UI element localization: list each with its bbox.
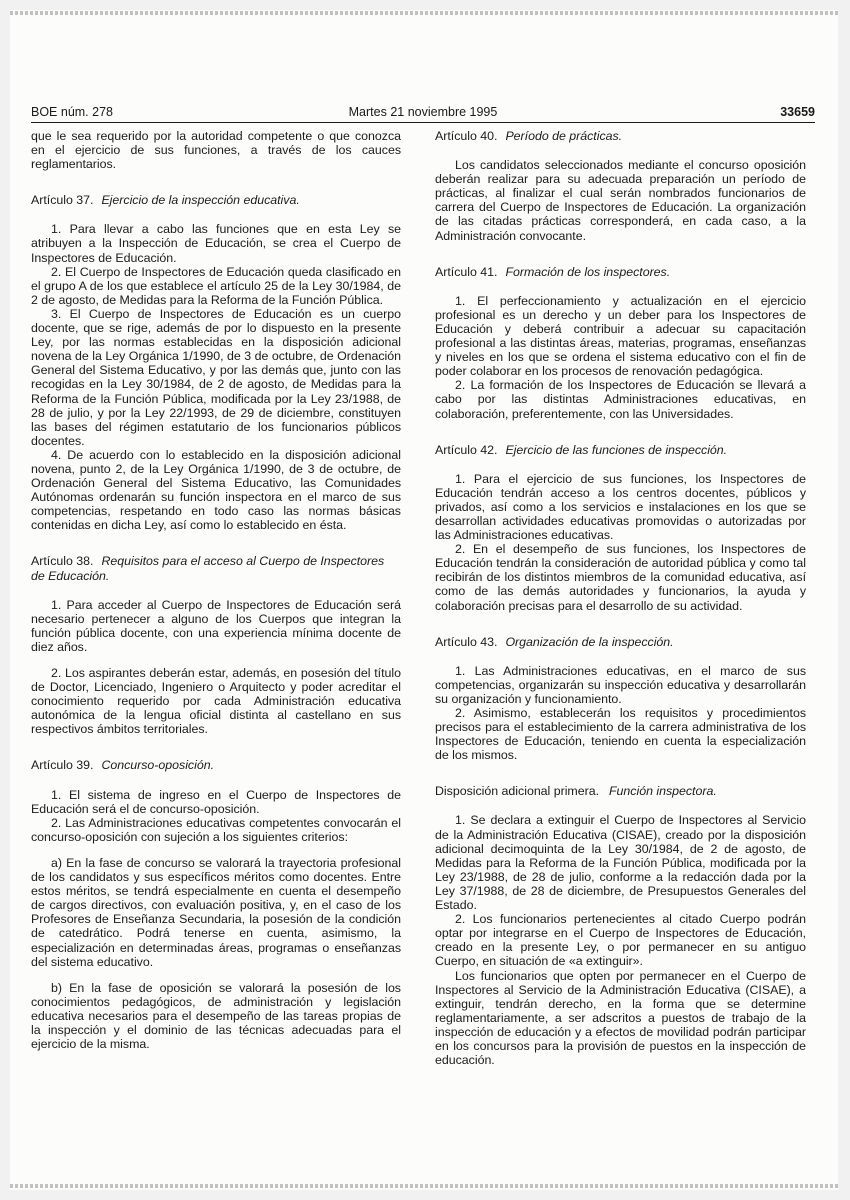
article-title: Ejercicio de las funciones de inspección. <box>505 442 728 457</box>
article-paragraph: 1. Para llevar a cabo las funciones que en esta Ley se atribuyen a la Inspección de Educación, se crea el Cuerpo de Inspectores de Educación. <box>31 222 401 265</box>
article-paragraph: 1. Las Administraciones educativas, en el marco de sus competencias, organizarán su inspección educativa y desarrollarán su organización y funcionamiento. <box>435 663 806 706</box>
article-paragraph: 4. De acuerdo con lo establecido en la disposición adicional novena, punto 2, de la Ley Orgánica 1/1990, de 3 de octubre, de Ordenación General del Sistema Educativo, las Comunidades Autónomas ordenarán su función inspectora en el marco de sus competencias, respetando en todo caso las normas básicas contenidas en dicha Ley, así como lo establecido en ésta. <box>31 447 401 533</box>
article-42-heading <box>435 443 806 457</box>
document-page <box>10 10 838 1190</box>
continuation-paragraph: que le sea requerido por la autoridad competente o que conozca en el ejercicio de sus funciones, a través de los cauces reglamentarios. <box>31 129 401 172</box>
article-label: Artículo 37. <box>31 193 94 208</box>
article-title: Formación de los inspectores. <box>505 264 671 279</box>
article-paragraph: 1. El perfeccionamiento y actualización en el ejercicio profesional es un derecho y un deber para los Inspectores de Educación y deberá contribuir a adecuar su capacitación profesional a las distintas áreas, materias, programas, enseñanzas y niveles en los que se ordena el sistema educativo con el fin de poder colaborar en los procesos de renovación pedagógica. <box>435 293 806 379</box>
article-label: Artículo 42. <box>435 442 498 457</box>
right-column <box>435 129 806 1067</box>
left-column <box>31 129 401 1051</box>
article-39-heading <box>31 758 401 772</box>
article-paragraph: 2. La formación de los Inspectores de Educación se llevará a cabo por las distintas Administraciones educativas, en colaboración, preferentemente, con las Universidades. <box>435 378 806 421</box>
disposicion-adicional-primera-heading <box>435 784 806 798</box>
article-paragraph: 3. El Cuerpo de Inspectores de Educación es un cuerpo docente, que se rige, además de por lo dispuesto en la presente Ley, por las normas establecidas en la disposición adicional novena de la Ley Orgánica 1/1990, de 3 de octubre, de Ordenación General del Sistema Educativo, y por las demás que, junto con las recogidas en la Ley 30/1984, de 2 de agosto, de Medidas para la Reforma de la Función Pública, modificada por la Ley 23/1988, de 28 de julio, y por la Ley 22/1993, de 29 de diciembre, constituyen las bases del régimen estatutario de los funcionarios públicos docentes. <box>31 306 401 448</box>
article-37-heading <box>31 193 401 207</box>
publication-date: Martes 21 noviembre 1995 <box>348 105 498 119</box>
article-label: Artículo 41. <box>435 264 498 279</box>
header-rule <box>31 122 815 123</box>
article-label: Artículo 43. <box>435 634 498 649</box>
article-paragraph: 1. El sistema de ingreso en el Cuerpo de Inspectores de Educación será el de concurso-oposición. <box>31 787 401 816</box>
cropped-next-page-text <box>10 1183 838 1190</box>
article-paragraph: 2. Las Administraciones educativas competentes convocarán el concurso-oposición con sujeción a los siguientes criterios: <box>31 815 401 844</box>
disposition-paragraph: Los funcionarios que opten por permanecer en el Cuerpo de Inspectores al Servicio de la Administración Educativa (CISAE), a extinguir, tendrán derecho, en la forma que se determine reglamentariamente, a ser adscritos a puestos de trabajo de la inspección de educación y a efectos de movilidad podrán participar en los concursos para la provisión de puestos en la inspección de educación. <box>435 968 806 1068</box>
article-label: Artículo 39. <box>31 758 94 773</box>
article-title: Requisitos para el acceso al Cuerpo de Inspectores de Educación. <box>31 554 385 583</box>
article-label: Artículo 40. <box>435 129 498 143</box>
article-paragraph: 2. En el desempeño de sus funciones, los Inspectores de Educación tendrán la consideración de autoridad pública y como tal recibirán de los distintos miembros de la comunidad educativa, así como de las demás autoridades y funcionarios, la ayuda y colaboración precisas para el desarrollo de su actividad. <box>435 542 806 613</box>
disposition-title: Función inspectora. <box>609 784 717 799</box>
article-paragraph: Los candidatos seleccionados mediante el concurso oposición deberán realizar para su adecuada preparación un período de prácticas, al finalizar el cual serán nombrados funcionarios de carrera del Cuerpo de Inspectores de Educación. La organización de las citadas prácticas corresponderá, en cada caso, a la Administración convocante. <box>435 158 806 243</box>
disposition-label: Disposición adicional primera. <box>435 784 599 799</box>
article-title: Concurso-oposición. <box>101 758 215 773</box>
page-header <box>31 104 815 120</box>
article-40-heading <box>435 129 806 143</box>
cropped-previous-page-text <box>10 10 838 17</box>
page-number: 33659 <box>780 105 815 119</box>
article-paragraph: 2. Asimismo, establecerán los requisitos y procedimientos precisos para el establecimiento de la carrera administrativa de los Inspectores de Educación, teniendo en cuenta la especialización de los mismos. <box>435 706 806 763</box>
article-paragraph: 1. Para el ejercicio de sus funciones, los Inspectores de Educación tendrán acceso a los centros docentes, públicos y privados, así como a los servicios e instalaciones en los que se desarrollan actividades educativas promovidas o autorizadas por las Administraciones educativas. <box>435 471 806 543</box>
article-43-heading <box>435 635 806 649</box>
article-title: Ejercicio de la inspección educativa. <box>101 193 300 208</box>
article-41-heading <box>435 265 806 279</box>
article-title: Período de prácticas. <box>505 129 623 143</box>
disposition-paragraph: 1. Se declara a extinguir el Cuerpo de Inspectores al Servicio de la Administración Educativa (CISAE), creado por la disposición adicional decimoquinta de la Ley 30/1984, de 2 de agosto, de Medidas para la Reforma de la Función Pública, modificada por la Ley 23/1988, de 28 de julio, conforme a la redacción dada por la Ley 37/1988, de 28 de diciembre, de Presupuestos Generales del Estado. <box>435 813 806 913</box>
article-title: Organización de la inspección. <box>505 634 674 649</box>
article-paragraph: 2. Los aspirantes deberán estar, además, en posesión del título de Doctor, Licenciado, Ingeniero o Arquitecto y poder acreditar el conocimiento requerido por cada Administración educativa autonómica de la lengua oficial distinta al castellano en sus respectivos ámbitos territoriales. <box>31 666 401 737</box>
journal-issue: BOE núm. 278 <box>31 105 113 119</box>
article-paragraph: b) En la fase de oposición se valorará la posesión de los conocimientos pedagógicos, de administración y legislación educativa necesarios para el desempeño de las tareas propias de la inspección y el dominio de las técnicas adecuadas para el ejercicio de la misma. <box>31 980 401 1052</box>
disposition-paragraph: 2. Los funcionarios pertenecientes al citado Cuerpo podrán optar por integrarse en el Cuerpo de Inspectores de Educación, creado en la presente Ley, o por permanecer en su antiguo Cuerpo, en situación de «a extinguir». <box>435 912 806 969</box>
article-paragraph: 2. El Cuerpo de Inspectores de Educación queda clasificado en el grupo A de los que establece el artículo 25 de la Ley 30/1984, de 2 de agosto, de Medidas para la Reforma de la Función Pública. <box>31 264 401 307</box>
article-label: Artículo 38. <box>31 554 94 569</box>
article-paragraph: 1. Para acceder al Cuerpo de Inspectores de Educación será necesario pertenecer a alguno de los Cuerpos que integran la función pública docente, con una experiencia mínima docente de diez años. <box>31 597 401 654</box>
article-paragraph: a) En la fase de concurso se valorará la trayectoria profesional de los candidatos y sus específicos méritos como docentes. Entre estos méritos, se tendrá especialmente en cuenta el desempeño de cargos directivos, con evaluación positiva, y, en el caso de los Profesores de Enseñanza Secundaria, la posesión de la condición de catedrático. Podrá tenerse en cuenta, asimismo, la especialización en determinadas áreas, programas o enseñanzas del sistema educativo. <box>31 855 401 969</box>
article-38-heading <box>31 554 401 582</box>
